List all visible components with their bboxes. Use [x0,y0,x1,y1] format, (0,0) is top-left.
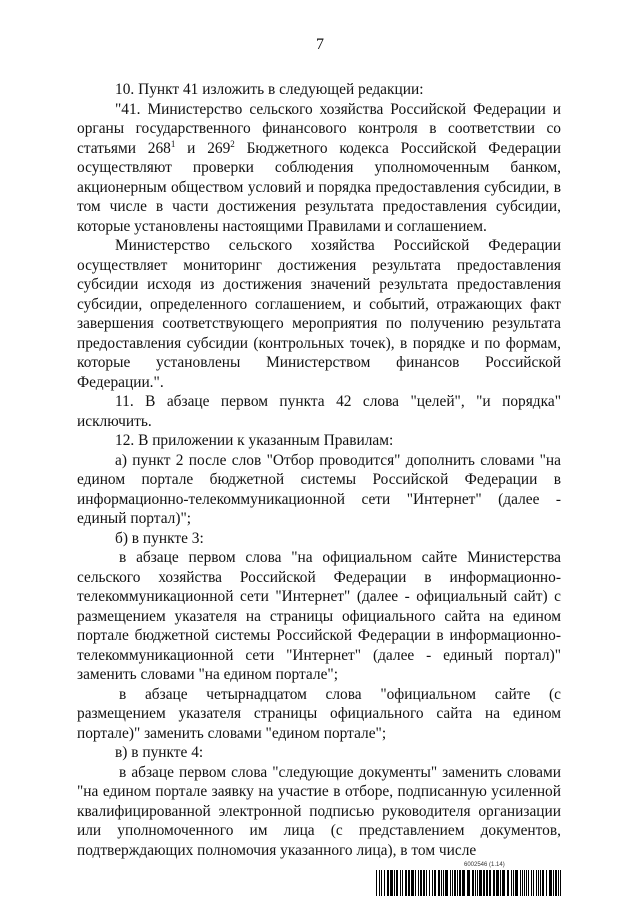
page-number: 7 [316,36,324,53]
clause-41-text-b: и 269 [175,139,231,157]
superscript-1: 1 [170,138,176,149]
paragraph-item-11: 11. В абзаце первом пункта 42 слова "целей", "и порядка" исключить. [77,393,561,430]
paragraph-subitem-b: б) в пункте 3: [115,529,204,547]
paragraph-clause-41 [77,100,561,237]
paragraph-fourteenth-abzac: в абзаце четырнадцатом слова "официальном сайте (с размещением указателя страницы официального сайта на едином портале)" заменить словами "едином портале"; [77,685,561,742]
document-body [77,80,561,860]
paragraph-first-abzac-item4: в абзаце первом слова "следующие документы" заменить словами "на едином портале заявку на участие в отборе, подписанную усиленной квалифицированной электронной подписью руководителя организации или уполномоченного им лица (с представлением документов, подтверждающих полномочия указанного лица), в том числе [77,763,561,859]
document-code: 6002546 (1.14) [464,862,505,868]
paragraph-first-abzac: в абзаце первом слова "на официальном сайте Министерства сельского хозяйства Российской Федерации в информационно-телекоммуникационной сети "Интернет" (далее - официальный сайт) с размещением указателя на страницы официального сайта на едином портале бюджетной системы Российской Федерации в информационно-телекоммуникационной сети "Интернет" (далее - единый портал)" заменить словами "на едином портале"; [77,549,561,683]
superscript-2: 2 [230,138,235,149]
paragraph-item-10: 10. Пункт 41 изложить в следующей редакции: [115,81,424,98]
paragraph-monitoring: Министерство сельского хозяйства Российской Федерации осуществляет мониторинг достижения результата предоставления субсидии исходя из достижения значений результата предоставления субсидии, определенного соглашением, и событий, отражающих факт завершения соответствующего мероприятия по получению результата предоставления субсидии (контрольных точек), в порядке и по формам, которые установлены Министерством финансов Российской Федерации.". [77,237,561,391]
paragraph-subitem-v: в) в пункте 4: [115,744,204,761]
paragraph-item-12: 12. В приложении к указанным Правилам: [115,432,394,449]
barcode-icon [376,870,564,896]
paragraph-subitem-a: а) пункт 2 после слов "Отбор проводится" дополнить словами "на едином портале бюджетной системы Российской Федерации в информационно-телекоммуникационной сети "Интернет" (далее - единый портал)"; [77,451,561,527]
clause-41-text-c: Бюджетного кодекса Российской Федерации осуществляют проверки соблюдения уполномоченным банком, акционерным обществом условий и порядка предоставления субсидии, в том числе в части достижения результата предоставления субсидии, которые установлены настоящими Правилами и соглашением. [77,139,561,235]
clause-41-text-a: "41. Министерство сельского хозяйства Российской Федерации и органы государственного финансового контроля в соответствии со статьями 268 [77,100,561,157]
